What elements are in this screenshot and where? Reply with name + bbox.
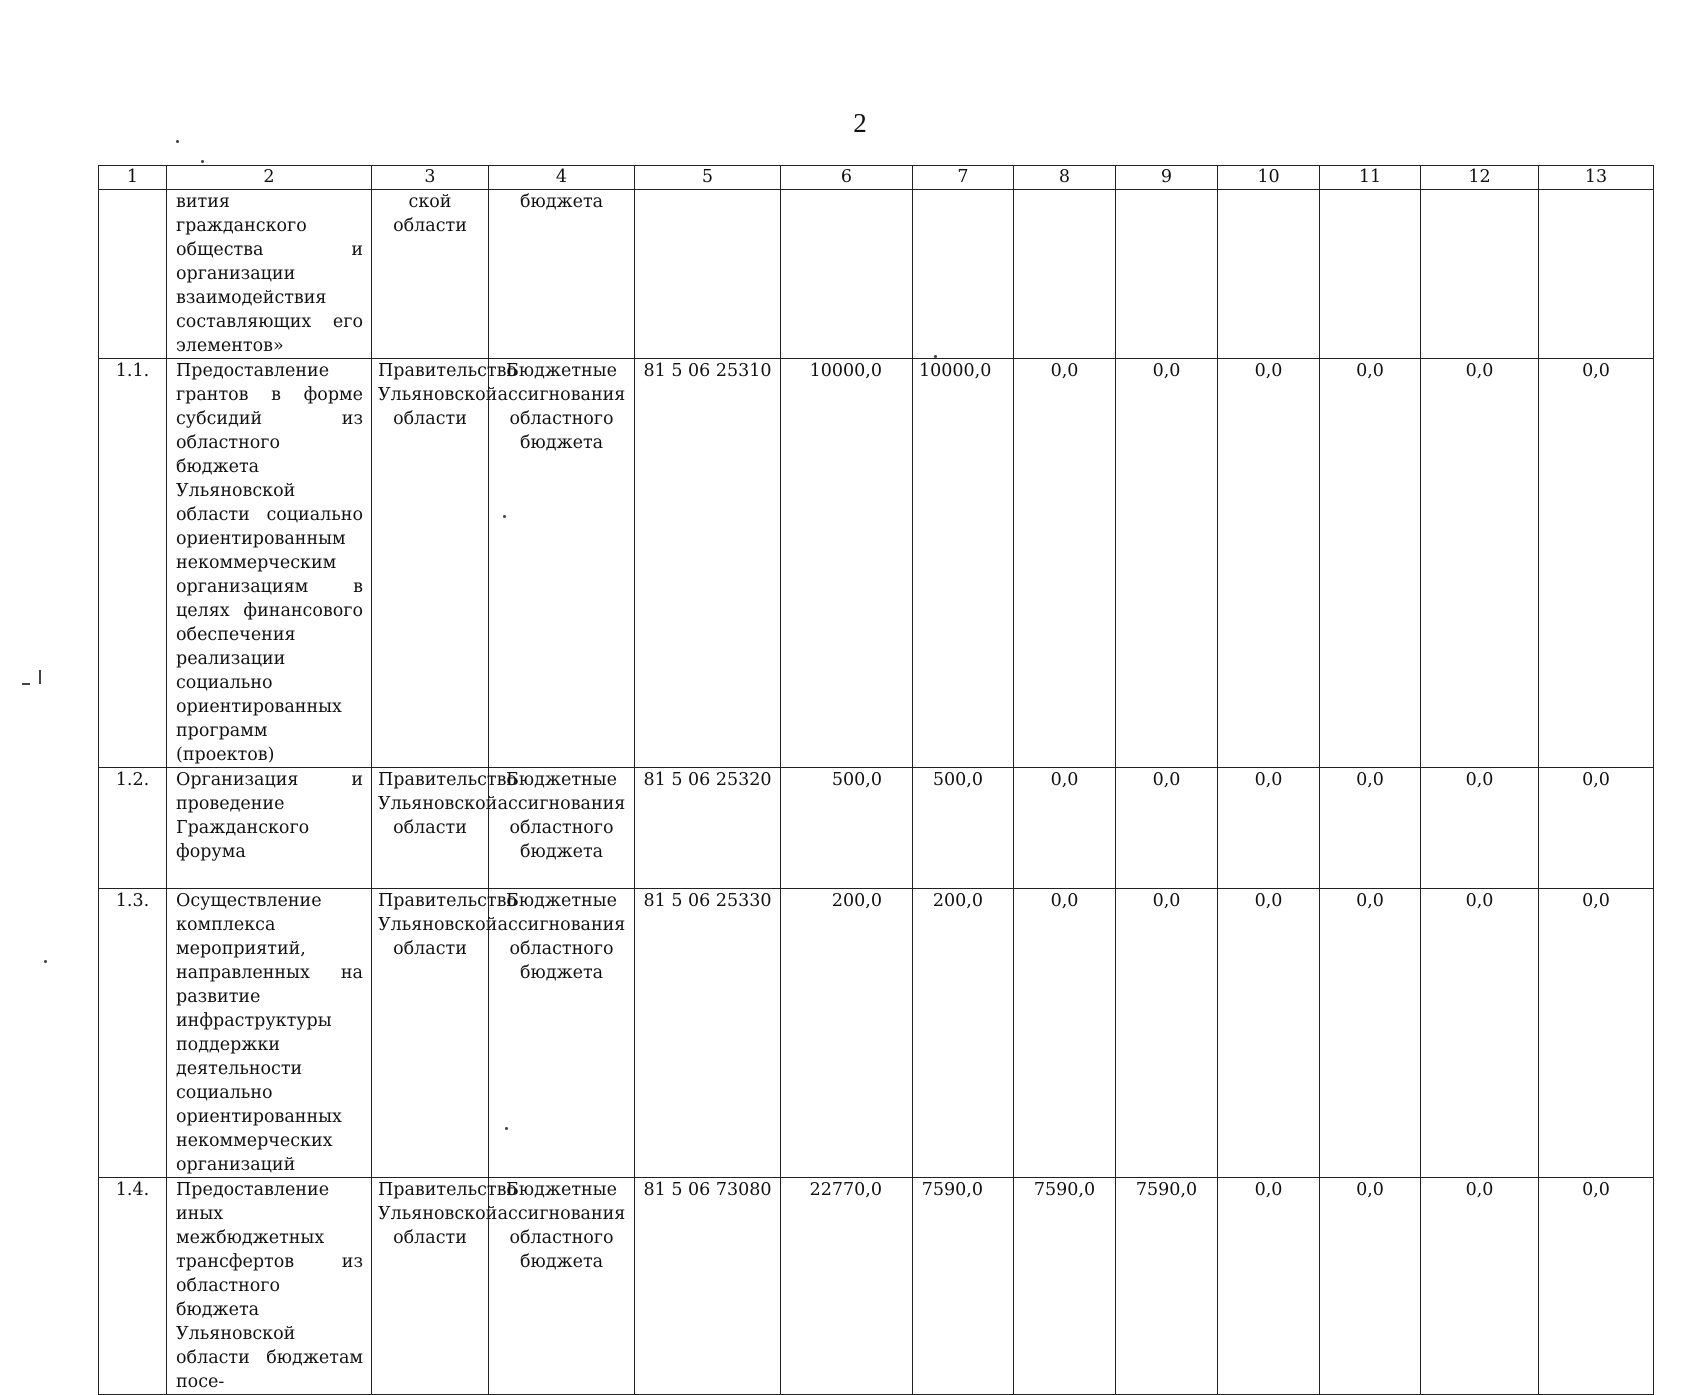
value-total: 10000,0	[781, 359, 913, 768]
page-number: 2	[853, 108, 867, 138]
budget-code	[635, 190, 781, 359]
scan-speck	[39, 670, 41, 684]
col-header-12: 12	[1421, 166, 1539, 190]
budget-code: 81 5 06 25320	[635, 768, 781, 889]
value-year-4: 0,0	[1218, 768, 1320, 889]
value-year-4	[1218, 190, 1320, 359]
value-year-2: 0,0	[1014, 359, 1116, 768]
col-header-3: 3	[372, 166, 489, 190]
value-year-4: 0,0	[1218, 1178, 1320, 1395]
activity-name: Организация и проведение Гражданского форума	[167, 768, 372, 889]
funding-source: Бюджетные ассигнования областного бюджета	[489, 889, 635, 1178]
budget-code: 81 5 06 25310	[635, 359, 781, 768]
col-header-6: 6	[781, 166, 913, 190]
value-year-5: 0,0	[1320, 889, 1421, 1178]
value-year-1: 500,0	[913, 768, 1014, 889]
row-number: 1.4.	[99, 1178, 167, 1395]
scan-speck	[22, 683, 30, 685]
value-year-1: 200,0	[913, 889, 1014, 1178]
value-year-1: 7590,0	[913, 1178, 1014, 1395]
value-total: 500,0	[781, 768, 913, 889]
activity-name: Предоставление грантов в форме субсидий из областного бюджета Ульяновской области социально ориентированным некоммерческим организациям в целях финансового обеспечения реализации социально ориентированных программ (проектов)	[167, 359, 372, 768]
value-year-3: 0,0	[1116, 889, 1218, 1178]
value-year-3: 7590,0	[1116, 1178, 1218, 1395]
value-year-2	[1014, 190, 1116, 359]
value-year-6: 0,0	[1421, 359, 1539, 768]
value-year-4: 0,0	[1218, 889, 1320, 1178]
executor: Правительство Ульяновской области	[372, 1178, 489, 1395]
value-year-2: 0,0	[1014, 768, 1116, 889]
value-year-7: 0,0	[1539, 359, 1654, 768]
value-year-5	[1320, 190, 1421, 359]
budget-code: 81 5 06 73080	[635, 1178, 781, 1395]
value-year-2: 7590,0	[1014, 1178, 1116, 1395]
value-year-4: 0,0	[1218, 359, 1320, 768]
value-year-2: 0,0	[1014, 889, 1116, 1178]
executor: ской области	[372, 190, 489, 359]
value-year-1	[913, 190, 1014, 359]
scan-speck	[934, 355, 937, 358]
funding-source: бюджета	[489, 190, 635, 359]
row-number: 1.1.	[99, 359, 167, 768]
col-header-1: 1	[99, 166, 167, 190]
activity-name: Предоставление иных межбюджетных трансфертов из областного бюджета Ульяновской области бюджетам посе-	[167, 1178, 372, 1395]
table-row	[99, 359, 1654, 768]
value-year-3: 0,0	[1116, 768, 1218, 889]
value-year-7	[1539, 190, 1654, 359]
row-number: 1.3.	[99, 889, 167, 1178]
value-year-5: 0,0	[1320, 1178, 1421, 1395]
funding-source: Бюджетные ассигнования областного бюджета	[489, 359, 635, 768]
col-header-9: 9	[1116, 166, 1218, 190]
col-header-2: 2	[167, 166, 372, 190]
scan-speck	[505, 1127, 508, 1130]
value-year-3	[1116, 190, 1218, 359]
executor: Правительство Ульяновской области	[372, 768, 489, 889]
scan-speck	[44, 960, 47, 963]
activity-name: Осуществление комплекса мероприятий, направленных на развитие инфраструктуры поддержки деятельности социально ориентированных некоммерческих организаций	[167, 889, 372, 1178]
table-row	[99, 768, 1654, 889]
value-total	[781, 190, 913, 359]
executor: Правительство Ульяновской области	[372, 889, 489, 1178]
header-row	[99, 166, 1654, 190]
scan-speck	[503, 515, 506, 518]
scan-speck	[176, 140, 179, 143]
col-header-10: 10	[1218, 166, 1320, 190]
table-row	[99, 1178, 1654, 1395]
budget-code: 81 5 06 25330	[635, 889, 781, 1178]
table-row	[99, 190, 1654, 359]
col-header-4: 4	[489, 166, 635, 190]
value-year-6: 0,0	[1421, 768, 1539, 889]
budget-table	[98, 165, 1654, 1395]
scan-speck	[201, 160, 204, 163]
executor: Правительство Ульяновской области	[372, 359, 489, 768]
value-year-7: 0,0	[1539, 768, 1654, 889]
funding-source: Бюджетные ассигнования областного бюджета	[489, 768, 635, 889]
value-year-3: 0,0	[1116, 359, 1218, 768]
value-total: 22770,0	[781, 1178, 913, 1395]
value-year-1: 10000,0	[913, 359, 1014, 768]
activity-name: вития гражданского общества и организации взаимодействия составляющих его элементов»	[167, 190, 372, 359]
col-header-5: 5	[635, 166, 781, 190]
value-year-7: 0,0	[1539, 889, 1654, 1178]
value-year-5: 0,0	[1320, 359, 1421, 768]
col-header-8: 8	[1014, 166, 1116, 190]
funding-source: Бюджетные ассигнования областного бюджета	[489, 1178, 635, 1395]
col-header-13: 13	[1539, 166, 1654, 190]
value-year-5: 0,0	[1320, 768, 1421, 889]
value-year-6: 0,0	[1421, 1178, 1539, 1395]
value-year-7: 0,0	[1539, 1178, 1654, 1395]
value-year-6	[1421, 190, 1539, 359]
col-header-7: 7	[913, 166, 1014, 190]
row-number	[99, 190, 167, 359]
row-number: 1.2.	[99, 768, 167, 889]
table-row	[99, 889, 1654, 1178]
value-year-6: 0,0	[1421, 889, 1539, 1178]
col-header-11: 11	[1320, 166, 1421, 190]
value-total: 200,0	[781, 889, 913, 1178]
